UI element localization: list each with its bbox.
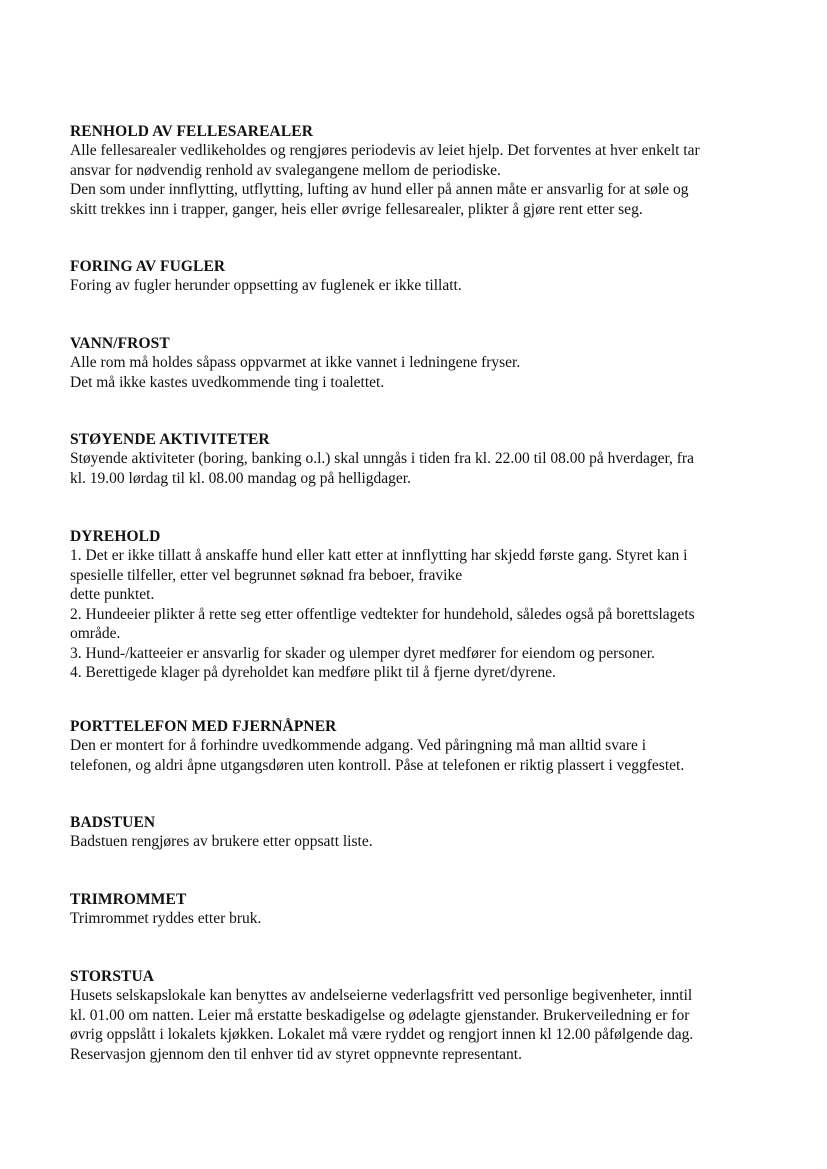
section-line: 1. Det er ikke tillatt å anskaffe hund eller katt etter at innflytting har skjedd første gang. Styret kan i (70, 547, 688, 564)
section-line: Alle fellesarealer vedlikeholdes og rengjøres periodevis av leiet hjelp. Det forventes at hver enkelt tar (70, 142, 700, 159)
section-line: 3. Hund-/katteeier er ansvarlig for skader og ulemper dyret medfører for eiendom og personer. (70, 644, 655, 662)
section-renhold (70, 122, 760, 219)
section-vann-frost (70, 334, 760, 392)
section-line: område. (70, 625, 121, 642)
section-heading: FORING AV FUGLER (70, 258, 226, 275)
section-line: Husets selskapslokale kan benyttes av andelseierne vederlagsfritt ved personlige begivenheter, inntil (70, 987, 693, 1004)
section-heading: RENHOLD AV FELLESAREALER (70, 123, 314, 140)
section-porttelefon (70, 717, 760, 775)
section-heading: TRIMROMMET (70, 891, 187, 908)
section-storstua (70, 967, 760, 1064)
section-line: Den er montert for å forhindre uvedkommende adgang. Ved påringning må man alltid svare i (70, 737, 647, 754)
section-line: Reservasjon gjennom den til enhver tid av styret oppnevnte representant. (70, 1045, 522, 1063)
section-line: kl. 01.00 om natten. Leier må erstatte beskadigelse og ødelagte gjenstander. Brukerveiledning er for (70, 1006, 690, 1024)
section-line: spesielle tilfeller, etter vel begrunnet søknad fra beboer, fravike (70, 566, 463, 584)
section-line: skitt trekkes inn i trapper, ganger, heis eller øvrige fellesarealer, plikter å gjøre rent etter seg. (70, 200, 643, 218)
section-line: Det må ikke kastes uvedkommende ting i toalettet. (70, 373, 385, 391)
section-line: dette punktet. (70, 586, 155, 603)
section-line: Alle rom må holdes såpass oppvarmet at ikke vannet i ledningene fryser. (70, 354, 521, 371)
section-heading: BADSTUEN (70, 814, 156, 831)
section-dyrehold (70, 527, 760, 683)
section-heading: STØYENDE AKTIVITETER (70, 431, 270, 448)
section-badstuen (70, 813, 760, 852)
section-heading: PORTTELEFON MED FJERNÅPNER (70, 718, 337, 735)
section-heading: STORSTUA (70, 968, 155, 985)
section-line: Badstuen rengjøres av brukere etter oppsatt liste. (70, 833, 373, 850)
section-line: telefonen, og aldri åpne utgangsdøren uten kontroll. Påse at telefonen er riktig plassert i veggfestet. (70, 756, 685, 774)
section-line: 2. Hundeeier plikter å rette seg etter offentlige vedtekter for hundehold, således også på borettslagets (70, 605, 695, 623)
section-heading: DYREHOLD (70, 528, 161, 545)
section-foring (70, 257, 760, 296)
section-heading: VANN/FROST (70, 335, 170, 352)
section-line: øvrig oppslått i lokalets kjøkken. Lokalet må være ryddet og rengjort innen kl 12.00 påfølgende dag. (70, 1026, 694, 1043)
section-line: Den som under innflytting, utflytting, lufting av hund eller på annen måte er ansvarlig for at søle og (70, 181, 689, 198)
section-line: Støyende aktiviteter (boring, banking o.l.) skal unngås i tiden fra kl. 22.00 til 08.00 på hverdager, fra (70, 450, 694, 467)
section-line: ansvar for nødvendig renhold av svalegangene mellom de periodiske. (70, 161, 501, 179)
section-trimrommet (70, 890, 760, 929)
section-line: Foring av fugler herunder oppsetting av fuglenek er ikke tillatt. (70, 277, 462, 294)
section-line: kl. 19.00 lørdag til kl. 08.00 mandag og på helligdager. (70, 469, 411, 487)
section-line: 4. Berettigede klager på dyreholdet kan medføre plikt til å fjerne dyret/dyrene. (70, 664, 556, 681)
section-stoyende-aktiviteter (70, 430, 760, 488)
section-line: Trimrommet ryddes etter bruk. (70, 910, 262, 927)
